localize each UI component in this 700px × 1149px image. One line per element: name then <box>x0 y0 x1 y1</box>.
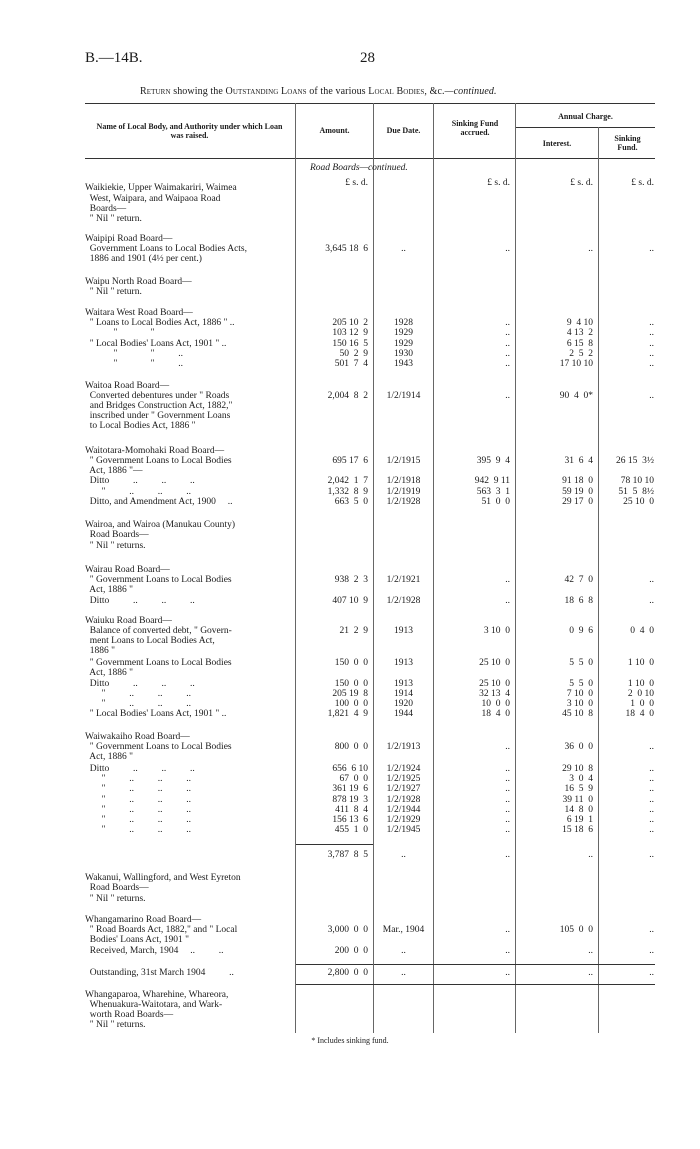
cell-sink: .. <box>505 774 510 784</box>
cell-due: 1/2/1913 <box>386 742 421 752</box>
annual-charge-rule <box>515 127 655 128</box>
subtotal-rule-amount <box>296 844 373 845</box>
cell-amount: 2,800 0 0 <box>327 968 368 978</box>
cell-int: 4 13 2 <box>566 328 593 338</box>
cell-amount: 663 5 0 <box>334 497 368 507</box>
cell-amount: 407 10 9 <box>332 596 368 606</box>
cell-due: 1913 <box>394 679 413 689</box>
cell-name: inscribed under " Government Loans <box>85 411 231 421</box>
header-name: Name of Local Body, and Authority under which Loan was raised. <box>96 122 283 140</box>
cell-name: Act, 1886 " <box>85 752 133 762</box>
cell-name: Ditto .. .. .. <box>85 476 195 486</box>
cell-sink: .. <box>505 925 510 935</box>
cell-int: 5 5 0 <box>569 679 593 689</box>
cell-sf: 1 10 0 <box>627 679 654 689</box>
cell-due: .. <box>401 850 406 860</box>
cell-amount: 800 0 0 <box>334 742 368 752</box>
caption-middle-1: showing the <box>170 86 226 97</box>
cell-due: .. <box>401 946 406 956</box>
cell-sink: .. <box>505 805 510 815</box>
cell-name: Government Loans to Local Bodies Acts, <box>85 244 247 254</box>
cell-sf: .. <box>649 596 654 606</box>
cell-name: Bodies' Loans Act, 1901 " <box>85 935 190 945</box>
caption-continued: —continued. <box>444 86 497 97</box>
cell-sink: .. <box>505 764 510 774</box>
cell-int: 17 10 10 <box>559 359 593 369</box>
cell-name: 1886 and 1901 (4½ per cent.) <box>85 254 202 264</box>
cell-amount: 150 0 0 <box>334 658 368 668</box>
cell-sf: 2 0 10 <box>627 689 654 699</box>
cell-int: 59 19 0 <box>562 487 593 497</box>
cell-sink: .. <box>505 795 510 805</box>
cell-amount: 2,004 8 2 <box>327 391 368 401</box>
cell-sink: .. <box>505 946 510 956</box>
cell-int: 45 10 8 <box>562 709 593 719</box>
cell-due: .. <box>401 244 406 254</box>
cell-due: 1/2/1945 <box>386 825 421 835</box>
cell-sf: .. <box>649 784 654 794</box>
cell-sink: .. <box>505 349 510 359</box>
cell-sink: .. <box>505 339 510 349</box>
cell-sink: 51 0 0 <box>481 497 510 507</box>
cell-name: Boards— <box>85 204 127 214</box>
cell-name: " " <box>85 328 155 338</box>
cell-name: Waikiekie, Upper Waimakariri, Waimea <box>85 183 237 193</box>
cell-name: " " .. <box>85 359 184 369</box>
cell-sink: 32 13 4 <box>479 689 510 699</box>
cell-name: Act, 1886 " <box>85 585 133 595</box>
cell-name: Wairau Road Board— <box>85 565 170 575</box>
cell-due: 1928 <box>394 318 413 328</box>
cell-due: 1/2/1915 <box>386 456 421 466</box>
header-due-date: Due Date. <box>386 126 421 135</box>
cell-name: to Local Bodies Act, 1886 " <box>85 421 196 431</box>
cell-name: West, Waipara, and Waipaoa Road <box>85 194 221 204</box>
cell-sink: 10 0 0 <box>481 699 510 709</box>
column-rule-4 <box>515 103 516 1033</box>
cell-due: 1/2/1921 <box>386 575 421 585</box>
column-rule-1 <box>295 103 296 1033</box>
column-rule-2 <box>373 103 374 1033</box>
currency-sinking-fund: £ s. d. <box>631 178 654 188</box>
cell-name: and Bridges Construction Act, 1882," <box>85 401 233 411</box>
cell-name: Received, March, 1904 .. .. <box>85 946 224 956</box>
cell-sf: 0 4 0 <box>630 626 654 636</box>
cell-name: Road Boards— <box>85 530 149 540</box>
cell-name: Wakanui, Wallingford, and West Eyreton <box>85 873 241 883</box>
cell-name: Wairoa, and Wairoa (Manukau County) <box>85 520 235 530</box>
cell-name: Ditto, and Amendment Act, 1900 .. <box>85 497 233 507</box>
cell-amount: 695 17 6 <box>332 456 368 466</box>
cell-name: Converted debentures under " Roads <box>85 391 230 401</box>
cell-due: 1/2/1924 <box>386 764 421 774</box>
cell-int: 0 9 6 <box>569 626 593 636</box>
cell-sf: .. <box>649 742 654 752</box>
cell-sink: .. <box>505 784 510 794</box>
cell-sf: 78 10 10 <box>620 476 654 486</box>
cell-due: 1/2/1918 <box>386 476 421 486</box>
cell-int: 9 4 10 <box>566 318 593 328</box>
cell-name: " .. .. .. <box>85 487 192 497</box>
cell-name: " Local Bodies' Loans Act, 1901 " .. <box>85 709 227 719</box>
cell-sf: .. <box>649 349 654 359</box>
caption-return: Return <box>140 86 171 97</box>
cell-name: " " .. <box>85 349 184 359</box>
cell-int: 15 18 6 <box>562 825 593 835</box>
currency-amount: £ s. d. <box>345 178 368 188</box>
sheet-id: B.—14B. <box>85 50 143 66</box>
cell-sf: .. <box>649 946 654 956</box>
cell-int: 31 6 4 <box>564 456 593 466</box>
section-title: Road Boards—continued. <box>310 163 408 173</box>
cell-int: .. <box>588 946 593 956</box>
cell-sf: .. <box>649 575 654 585</box>
table-caption <box>140 86 497 97</box>
cell-int: .. <box>588 244 593 254</box>
cell-int: 36 0 0 <box>564 742 593 752</box>
cell-name: Whangamarino Road Board— <box>85 915 202 925</box>
cell-name: Ditto .. .. .. <box>85 596 195 606</box>
cell-int: 29 17 0 <box>562 497 593 507</box>
cell-name: Waiuku Road Board— <box>85 616 172 626</box>
caption-outstanding: Outstanding Loans <box>225 86 307 97</box>
cell-int: 7 10 0 <box>566 689 593 699</box>
cell-int: 91 18 0 <box>562 476 593 486</box>
cell-sink: 942 9 11 <box>474 476 510 486</box>
cell-sink: .. <box>505 815 510 825</box>
cell-int: 2 5 2 <box>569 349 593 359</box>
cell-name: Outstanding, 31st March 1904 .. <box>85 968 234 978</box>
cell-sf: 1 0 0 <box>630 699 654 709</box>
cell-int: 6 15 8 <box>566 339 593 349</box>
cell-name: " .. .. .. <box>85 795 192 805</box>
cell-name: " .. .. .. <box>85 689 192 699</box>
cell-sf: 1 10 0 <box>627 658 654 668</box>
cell-amount: 200 0 0 <box>334 946 368 956</box>
cell-sink: 395 9 4 <box>476 456 510 466</box>
cell-int: .. <box>588 968 593 978</box>
cell-name: " .. .. .. <box>85 805 192 815</box>
cell-sink: .. <box>505 825 510 835</box>
cell-amount: 67 0 0 <box>339 774 368 784</box>
caption-suffix: , &c. <box>424 86 445 97</box>
cell-due: .. <box>401 968 406 978</box>
cell-name: Waiwakaiho Road Board— <box>85 732 190 742</box>
cell-name: Act, 1886 "— <box>85 466 143 476</box>
cell-int: 90 4 0* <box>559 391 593 401</box>
cell-amount: 656 6 10 <box>332 764 368 774</box>
cell-sf: 25 10 0 <box>623 497 654 507</box>
cell-name: " Government Loans to Local Bodies <box>85 575 232 585</box>
cell-name: worth Road Boards— <box>85 1010 174 1020</box>
cell-name: " Government Loans to Local Bodies <box>85 742 232 752</box>
cell-sf: 26 15 3½ <box>616 456 654 466</box>
total-bottom-rule <box>296 984 655 985</box>
cell-name: " Loans to Local Bodies Act, 1886 " .. <box>85 318 235 328</box>
cell-int: 29 10 8 <box>562 764 593 774</box>
cell-sf: .. <box>649 328 654 338</box>
page-number: 28 <box>360 50 375 66</box>
cell-name: " Nil " return. <box>85 214 142 224</box>
cell-due: 1943 <box>394 359 413 369</box>
cell-name: " Government Loans to Local Bodies <box>85 456 232 466</box>
cell-due: 1/2/1927 <box>386 784 421 794</box>
cell-name: " .. .. .. <box>85 784 192 794</box>
cell-int: 16 5 9 <box>564 784 593 794</box>
cell-sink: .. <box>505 391 510 401</box>
cell-sink: 25 10 0 <box>479 679 510 689</box>
cell-sink: .. <box>505 596 510 606</box>
cell-name: Road Boards— <box>85 883 149 893</box>
cell-name: Waitara West Road Board— <box>85 308 193 318</box>
cell-sf: .. <box>649 825 654 835</box>
cell-sink: 18 4 0 <box>481 709 510 719</box>
cell-name: " .. .. .. <box>85 699 192 709</box>
cell-amount: 150 16 5 <box>332 339 368 349</box>
total-rule-amount <box>296 964 373 965</box>
cell-sf: .. <box>649 774 654 784</box>
cell-sink: .. <box>505 968 510 978</box>
cell-due: 1914 <box>394 689 413 699</box>
cell-amount: 455 1 0 <box>334 825 368 835</box>
cell-name: " Road Boards Act, 1882," and " Local <box>85 925 238 935</box>
cell-due: 1913 <box>394 626 413 636</box>
cell-due: 1/2/1929 <box>386 815 421 825</box>
cell-due: 1/2/1928 <box>386 795 421 805</box>
cell-due: 1913 <box>394 658 413 668</box>
cell-name: " .. .. .. <box>85 815 192 825</box>
cell-due: 1944 <box>394 709 413 719</box>
cell-sf: .. <box>649 968 654 978</box>
cell-sink: .. <box>505 318 510 328</box>
cell-sink: .. <box>505 575 510 585</box>
cell-amount: 2,042 1 7 <box>327 476 368 486</box>
header-bottom-rule <box>85 158 655 159</box>
cell-due: 1/2/1925 <box>386 774 421 784</box>
cell-name: Waitotara-Momohaki Road Board— <box>85 446 225 456</box>
cell-int: 3 10 0 <box>566 699 593 709</box>
cell-amount: 3,645 18 6 <box>325 244 368 254</box>
cell-sink: .. <box>505 742 510 752</box>
cell-int: .. <box>588 850 593 860</box>
cell-amount: 150 0 0 <box>334 679 368 689</box>
cell-due: 1/2/1944 <box>386 805 421 815</box>
cell-sink: 25 10 0 <box>479 658 510 668</box>
cell-name: Waitoa Road Board— <box>85 381 170 391</box>
cell-due: 1/2/1914 <box>386 391 421 401</box>
cell-amount: 156 13 6 <box>332 815 368 825</box>
header-annual-charge: Annual Charge. <box>558 112 613 121</box>
cell-name: " Nil " returns. <box>85 541 146 551</box>
cell-due: 1/2/1928 <box>386 497 421 507</box>
cell-name: 1886 " <box>85 646 116 656</box>
cell-amount: 411 8 4 <box>335 805 368 815</box>
cell-amount: 21 2 9 <box>339 626 368 636</box>
cell-amount: 938 2 3 <box>334 575 368 585</box>
footnote: * Includes sinking fund. <box>311 1036 389 1045</box>
cell-sink: .. <box>505 328 510 338</box>
caption-local-bodies: Local Bodies <box>368 86 425 97</box>
cell-int: 5 5 0 <box>569 658 593 668</box>
cell-name: Ditto .. .. .. <box>85 764 195 774</box>
cell-int: 39 11 0 <box>562 795 593 805</box>
cell-int: 14 8 0 <box>564 805 593 815</box>
cell-int: 42 7 0 <box>564 575 593 585</box>
cell-name: Ditto .. .. .. <box>85 679 195 689</box>
cell-amount: 50 2 9 <box>339 349 368 359</box>
cell-due: 1929 <box>394 328 413 338</box>
cell-amount: 205 10 2 <box>332 318 368 328</box>
cell-sf: 18 4 0 <box>625 709 654 719</box>
cell-name: Waipu North Road Board— <box>85 277 192 287</box>
header-amount: Amount. <box>319 126 350 135</box>
cell-sf: .. <box>649 339 654 349</box>
cell-amount: 103 12 9 <box>332 328 368 338</box>
cell-name: Waipipi Road Board— <box>85 234 173 244</box>
cell-due: 1/2/1928 <box>386 596 421 606</box>
cell-int: 6 19 1 <box>566 815 593 825</box>
cell-name: Balance of converted debt, " Govern- <box>85 626 232 636</box>
cell-name: Whenuakura-Waitotara, and Wark- <box>85 1000 223 1010</box>
cell-due: 1920 <box>394 699 413 709</box>
cell-int: 105 0 0 <box>559 925 593 935</box>
column-rule-3 <box>433 103 434 1033</box>
currency-sinking: £ s. d. <box>487 178 510 188</box>
cell-name: " Nil " returns. <box>85 1020 146 1030</box>
cell-due: 1930 <box>394 349 413 359</box>
cell-sink: 563 3 1 <box>476 487 510 497</box>
cell-name: " .. .. .. <box>85 825 192 835</box>
cell-sf: .. <box>649 850 654 860</box>
cell-amount: 878 19 3 <box>332 795 368 805</box>
cell-amount: 361 19 6 <box>332 784 368 794</box>
cell-sf: .. <box>649 815 654 825</box>
cell-sf: .. <box>649 391 654 401</box>
cell-sf: .. <box>649 925 654 935</box>
cell-due: 1929 <box>394 339 413 349</box>
caption-middle-2: of the various <box>306 86 369 97</box>
header-sinking-fund-accrued: Sinking Fund accrued. <box>451 119 499 137</box>
cell-sf: .. <box>649 318 654 328</box>
cell-due: Mar., 1904 <box>382 925 425 935</box>
table-top-rule <box>85 103 655 104</box>
cell-amount: 3,000 0 0 <box>327 925 368 935</box>
header-interest: Interest. <box>542 139 572 148</box>
cell-int: 3 0 4 <box>569 774 593 784</box>
currency-interest: £ s. d. <box>570 178 593 188</box>
cell-amount: 205 19 8 <box>332 689 368 699</box>
cell-sf: .. <box>649 805 654 815</box>
cell-amount: 1,821 4 9 <box>327 709 368 719</box>
cell-sf: .. <box>649 244 654 254</box>
cell-sink: .. <box>505 244 510 254</box>
cell-name: Act, 1886 " <box>85 668 133 678</box>
cell-sf: 51 5 8½ <box>618 487 654 497</box>
header-sinking-fund: Sinking Fund. <box>614 134 641 152</box>
cell-name: " Nil " returns. <box>85 894 146 904</box>
cell-sf: .. <box>649 764 654 774</box>
cell-name: Whangaparoa, Wharehine, Whareora, <box>85 990 229 1000</box>
cell-sink: 3 10 0 <box>483 626 510 636</box>
cell-amount: 3,787 8 5 <box>327 850 368 860</box>
cell-name: " Government Loans to Local Bodies <box>85 658 232 668</box>
cell-name: " Local Bodies' Loans Act, 1901 " .. <box>85 339 227 349</box>
cell-amount: 501 7 4 <box>334 359 368 369</box>
cell-amount: 1,332 8 9 <box>327 487 368 497</box>
cell-sf: .. <box>649 795 654 805</box>
cell-int: 18 6 8 <box>564 596 593 606</box>
cell-amount: 100 0 0 <box>334 699 368 709</box>
cell-due: 1/2/1919 <box>386 487 421 497</box>
cell-sink: .. <box>505 359 510 369</box>
cell-sf: .. <box>649 359 654 369</box>
cell-sink: .. <box>505 850 510 860</box>
cell-name: " .. .. .. <box>85 774 192 784</box>
cell-name: ment Loans to Local Bodies Act, <box>85 636 215 646</box>
total-rule-rest <box>374 964 655 965</box>
cell-name: " Nil " return. <box>85 287 142 297</box>
